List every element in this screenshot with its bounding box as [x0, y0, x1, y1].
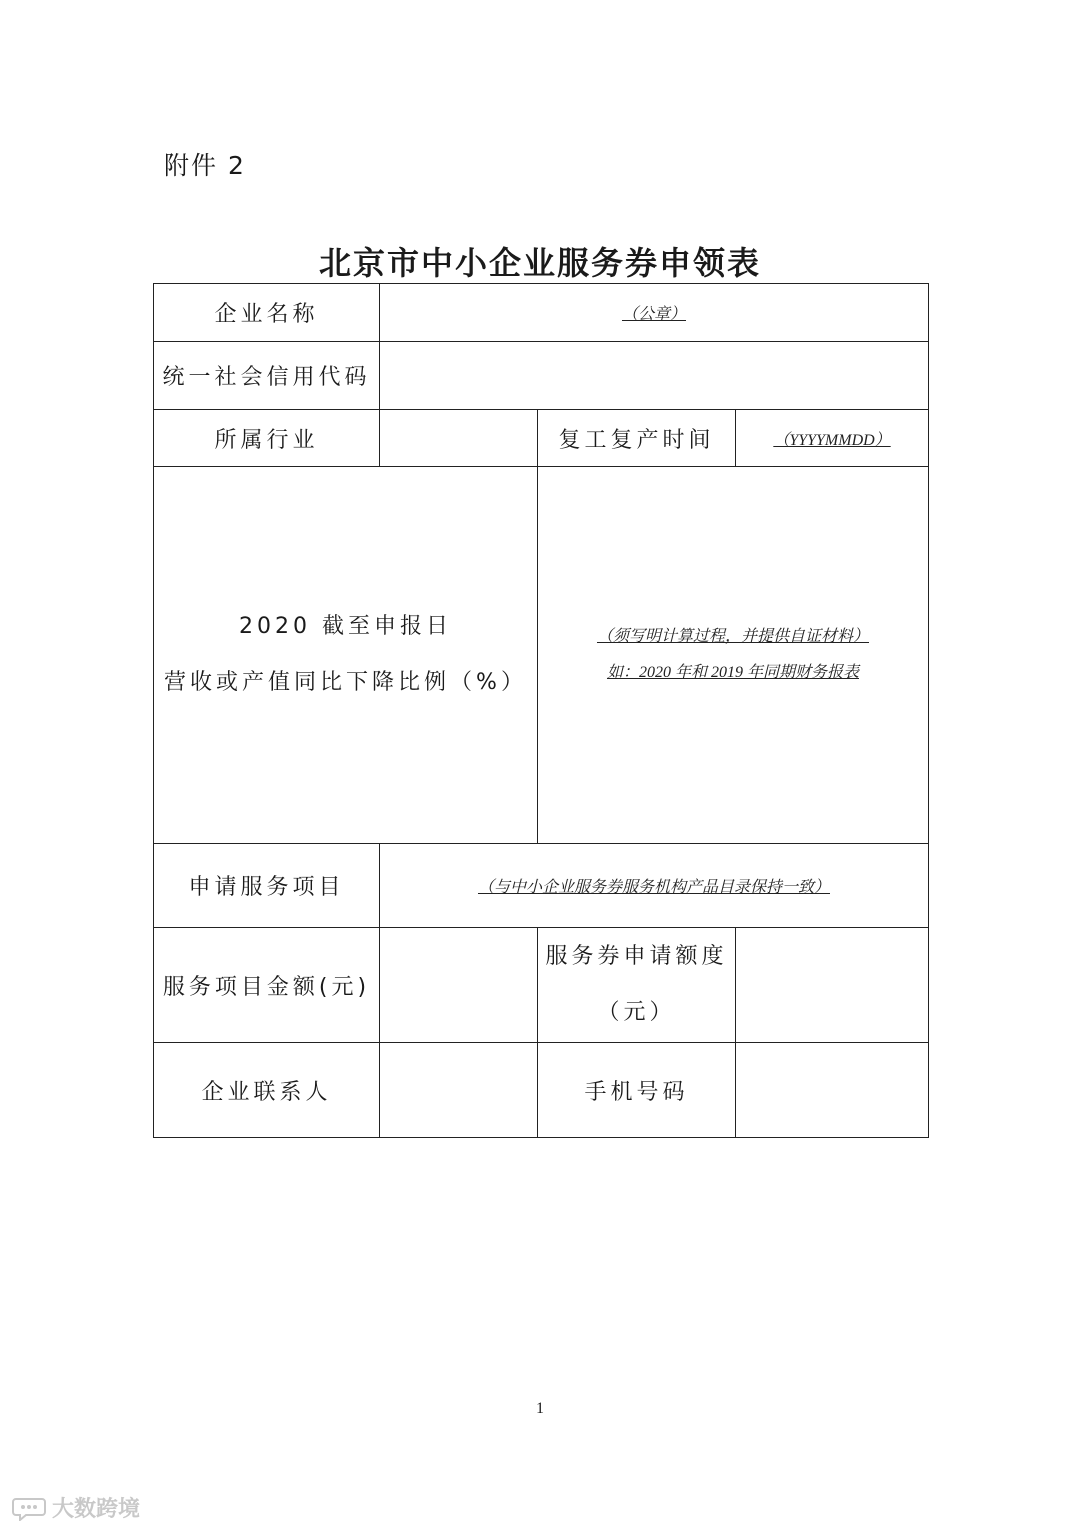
decline-ratio-hint-line2: 如：2020 年和 2019 年同期财务报表: [606, 664, 859, 681]
decline-ratio-label-line1: 2020 截至申报日: [239, 614, 452, 639]
company-name-field[interactable]: [380, 284, 929, 342]
voucher-amount-label-line1: 服务券申请额度: [545, 944, 728, 969]
resume-date-format-hint: （YYYYMMDD）: [773, 431, 891, 449]
row-amounts: [154, 928, 929, 1043]
page-number: 1: [536, 1400, 544, 1417]
voucher-amount-field[interactable]: [736, 928, 929, 1043]
row-service-item: [154, 844, 929, 928]
industry-label: 所属行业: [154, 410, 380, 467]
decline-ratio-hint-line1: （须写明计算过程，并提供自证材料）: [596, 628, 869, 645]
mobile-label: 手机号码: [538, 1043, 736, 1138]
row-industry-date: [154, 410, 929, 467]
row-company-name: [154, 284, 929, 342]
decline-ratio-label-line2: 营收或产值同比下降比例（%）: [164, 670, 527, 695]
watermark: [12, 1492, 140, 1523]
credit-code-field[interactable]: [380, 342, 929, 410]
service-item-label: 申请服务项目: [154, 844, 380, 928]
service-item-field[interactable]: [380, 844, 929, 928]
watermark-text: 大数跨境: [52, 1497, 141, 1522]
row-credit-code: [154, 342, 929, 410]
service-amount-label: 服务项目金额(元): [154, 928, 380, 1043]
decline-ratio-label: [154, 467, 538, 844]
voucher-amount-label: [538, 928, 736, 1043]
credit-code-label: 统一社会信用代码: [154, 342, 380, 410]
decline-ratio-field[interactable]: [538, 467, 929, 844]
resume-date-field[interactable]: [736, 410, 929, 467]
row-contact: [154, 1043, 929, 1138]
industry-field[interactable]: [380, 410, 538, 467]
mobile-field[interactable]: [736, 1043, 929, 1138]
chat-bubble-icon: [12, 1495, 46, 1521]
company-name-label: 企业名称: [154, 284, 380, 342]
contact-person-field[interactable]: [380, 1043, 538, 1138]
company-seal-hint: （公章）: [621, 306, 686, 323]
service-amount-field[interactable]: [380, 928, 538, 1043]
resume-date-label: 复工复产时间: [538, 410, 736, 467]
voucher-amount-label-line2: （元）: [597, 1000, 676, 1025]
form-title: 北京市中小企业服务券申领表: [318, 244, 761, 282]
application-form-table: [153, 283, 929, 1138]
service-item-hint: （与中小企业服务券服务机构产品目录保持一致）: [477, 879, 830, 896]
contact-person-label: 企业联系人: [154, 1043, 380, 1138]
attachment-label: 附件 2: [164, 151, 246, 180]
row-decline-ratio: [154, 467, 929, 844]
